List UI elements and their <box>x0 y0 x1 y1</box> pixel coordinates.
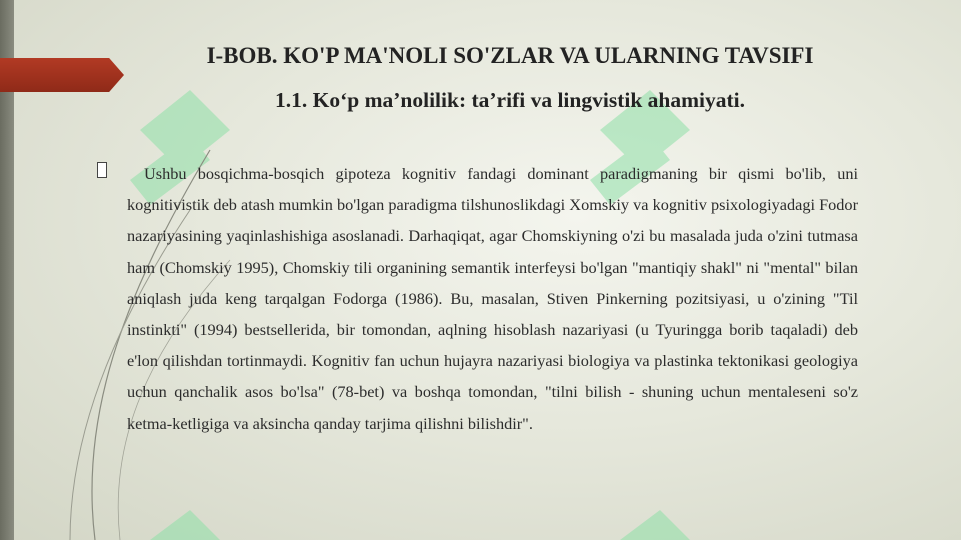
slide-title: I-BOB. KO'P MA'NOLI SO'ZLAR VA ULARNING TAVSIFI <box>206 43 814 68</box>
accent-arrow <box>0 58 124 92</box>
slide-subtitle: 1.1. Ko‘p ma’nolilik: ta’rifi va lingvistik ahamiyati. <box>274 88 746 112</box>
square-bullet-icon <box>97 162 107 178</box>
body-paragraph: Ushbu bosqichma-bosqich gipoteza kognitiv fandagi dominant paradigmaning bir qismi bo'lib, uni kognitivistik deb atash mumkin bo'lgan paradigma tilshunoslikdagi Xomskiy va kognitiv psixologiyadagi Fodor nazariyasining yaqinlashishiga asoslanadi. Darhaqiqat, agar Chomskiyning o'zi bu masalada juda o'zini tutmasa ham (Chomskiy 1995), Chomskiy tili organining semantik interfeysi bo'lgan "mantiqiy shakl" ni "mental" bilan aniqlash juda keng tarqalgan Fodorga (1986). Bu, masalan, Stiven Pinkerning pozitsiyasi, u o'zining "Til instinkti" (1994) bestsellerida, bir tomondan, aqlning hisoblash nazariyasi (u Tyuringga borib taqaladi) deb e'lon qilishdan tortinmaydi. Kognitiv fan uchun hujayra nazariyasi biologiya va plastinka tektonikasi geologiya uchun qanchalik asos bo'lsa" (78-bet) va boshqa tomondan, "tilni bilish - shuning uchun mentaleseni so'z ketma-ketligiga va aksincha qanday tarjima qilishni bilishdir". <box>127 164 858 433</box>
